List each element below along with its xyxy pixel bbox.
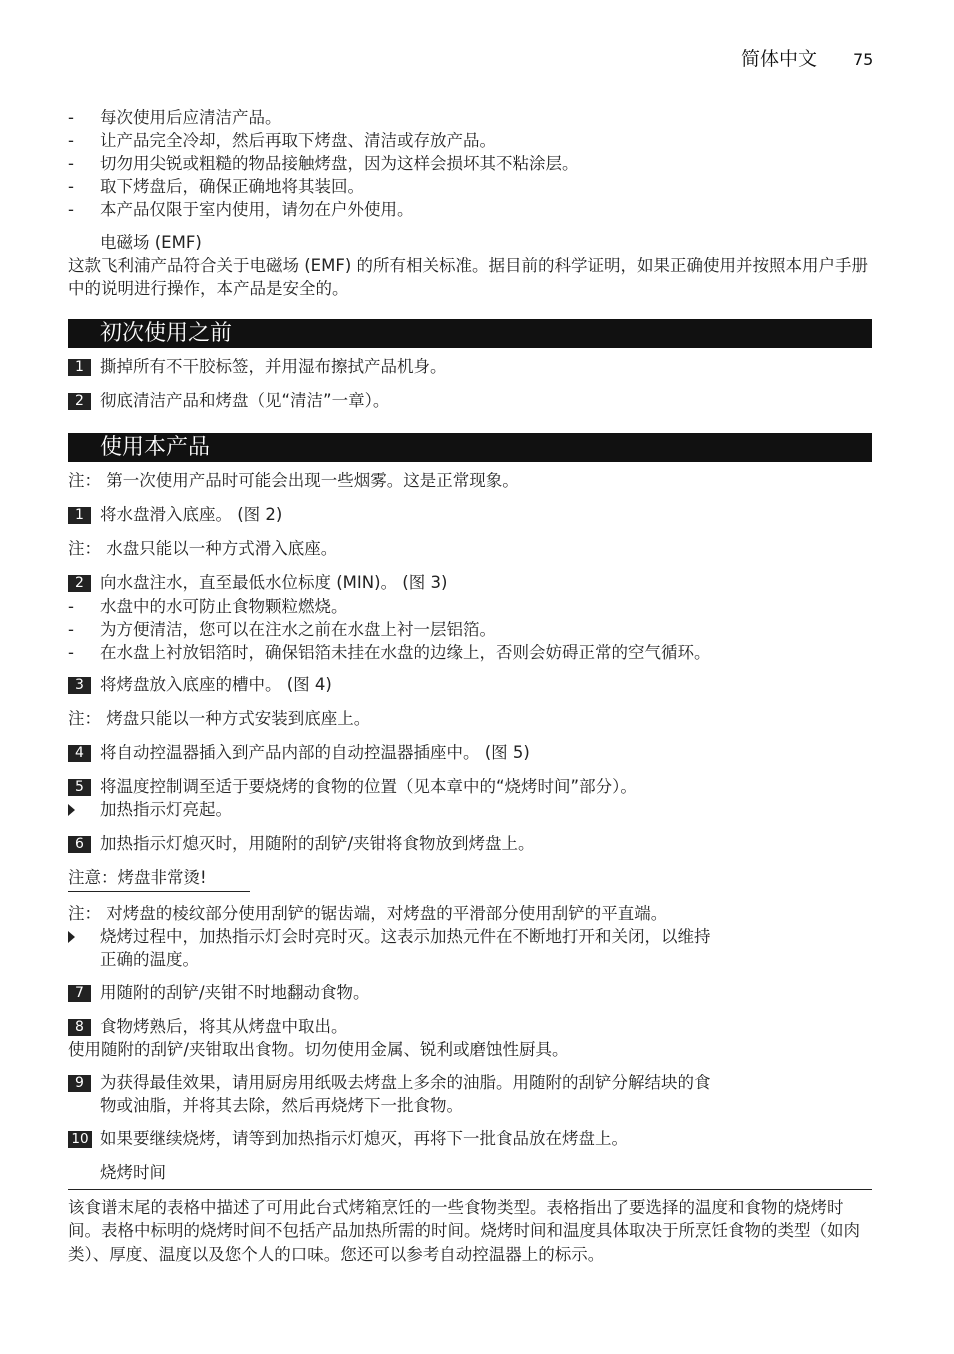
emf-heading: 电磁场 (EMF): [100, 233, 202, 252]
step-text: 将温度控制调至适于要烧烤的食物的位置（见本章中的“烧烤时间”部分）。: [100, 777, 637, 796]
step-text: 将自动控温器插入到产品内部的自动控温器插座中。 (图 5): [100, 743, 530, 762]
section-title: 初次使用之前: [100, 321, 233, 346]
section-bar-using-appliance: [68, 433, 872, 462]
list-item: 切勿用尖锐或粗糙的物品接触烤盘，因为这样会损坏其不粘涂层。: [100, 154, 579, 173]
step-text: 加热指示灯熄灭时，用随附的刮铲/夹钳将食物放到烤盘上。: [100, 834, 535, 853]
step-number-badge: 1: [68, 359, 91, 376]
step-number-badge: 7: [68, 985, 91, 1002]
note-text: 注： 烤盘只能以一种方式安装到底座上。: [68, 709, 371, 728]
note-text: 注： 对烤盘的棱纹部分使用刮铲的锯齿端，对烤盘的平滑部分使用刮铲的平直端。: [68, 904, 668, 923]
note-text: 注： 第一次使用产品时可能会出现一些烟雾。这是正常现象。: [68, 471, 519, 490]
result-arrow-icon: [68, 804, 75, 816]
list-item: 水盘中的水可防止食物颗粒燃烧。: [100, 597, 348, 616]
header-language: 简体中文: [741, 48, 818, 70]
step-text: 食物烤熟后，将其从烤盘中取出。: [100, 1017, 348, 1036]
list-item: 为方便清洁，您可以在注水之前在水盘上衬一层铝箔。: [100, 620, 496, 639]
result-arrow-icon: [68, 931, 75, 943]
step-number-badge: 4: [68, 745, 91, 762]
grill-times-heading: 烧烤时间: [100, 1163, 166, 1182]
step-paragraph: 使用随附的刮铲/夹钳取出食物。切勿使用金属、锐利或磨蚀性厨具。: [68, 1040, 569, 1059]
bullet-dash: -: [68, 597, 74, 616]
page-number: 75: [853, 50, 874, 69]
list-item: 每次使用后应清洁产品。: [100, 108, 282, 127]
bullet-dash: -: [68, 177, 74, 196]
bullet-dash: -: [68, 131, 74, 150]
step-text: 为获得最佳效果，请用厨房用纸吸去烤盘上多余的油脂。用随附的刮铲分解结块的食: [100, 1073, 711, 1092]
list-item: 让产品完全冷却，然后再取下烤盘、清洁或存放产品。: [100, 131, 496, 150]
result-text: 正确的温度。: [100, 950, 199, 969]
step-text: 撕掉所有不干胶标签，并用湿布擦拭产品机身。: [100, 357, 447, 376]
list-item: 取下烤盘后，确保正确地将其装回。: [100, 177, 364, 196]
list-item: 在水盘上衬放铝箔时，确保铝箔未挂在水盘的边缘上，否则会妨碍正常的空气循环。: [100, 643, 711, 662]
step-number-badge: 8: [68, 1019, 91, 1036]
list-item: 本产品仅限于室内使用，请勿在户外使用。: [100, 200, 414, 219]
result-text: 加热指示灯亮起。: [100, 800, 232, 819]
result-text: 烧烤过程中，加热指示灯会时亮时灭。这表示加热元件在不断地打开和关闭，以维持: [100, 927, 711, 946]
caution-underline: [68, 891, 250, 892]
bullet-dash: -: [68, 200, 74, 219]
step-number-badge: 6: [68, 836, 91, 853]
note-text: 注： 水盘只能以一种方式滑入底座。: [68, 539, 338, 558]
bullet-dash: -: [68, 620, 74, 639]
bullet-dash: -: [68, 643, 74, 662]
step-text: 物或油脂，并将其去除，然后再烧烤下一批食物。: [100, 1096, 463, 1115]
heading-rule: [68, 1189, 872, 1190]
section-title: 使用本产品: [100, 435, 211, 460]
step-number-badge: 9: [68, 1075, 91, 1092]
step-number-badge: 1: [68, 507, 91, 524]
step-number-badge: 2: [68, 575, 91, 592]
step-text: 用随附的刮铲/夹钳不时地翻动食物。: [100, 983, 370, 1002]
bullet-dash: -: [68, 108, 74, 127]
step-text: 将水盘滑入底座。 (图 2): [100, 505, 283, 524]
step-text: 将烤盘放入底座的槽中。 (图 4): [100, 675, 332, 694]
step-number-badge: 2: [68, 393, 91, 410]
step-text: 向水盘注水，直至最低水位标度 (MIN)。 (图 3): [100, 573, 448, 592]
step-text: 如果要继续烧烤，请等到加热指示灯熄灭，再将下一批食品放在烤盘上。: [100, 1129, 628, 1148]
caution-text: 注意：烤盘非常烫!: [68, 868, 207, 887]
section-bar-before-first-use: [68, 319, 872, 348]
step-number-badge: 3: [68, 677, 91, 694]
step-text: 彻底清洁产品和烤盘（见“清洁”一章）。: [100, 391, 390, 410]
grill-times-paragraph: 该食谱末尾的表格中描述了可用此台式烤箱烹饪的一些食物类型。表格指出了要选择的温度和食物的烧烤时间。表格中标明的烧烤时间不包括产品加热所需的时间。烧烤时间和温度具体取决于所烹饪食物的类型（如肉类）、厚度、温度以及您个人的口味。您还可以参考自动控温器上的标示。: [68, 1198, 860, 1264]
step-number-badge: 10: [68, 1131, 92, 1148]
emf-paragraph: 这款飞利浦产品符合关于电磁场 (EMF) 的所有相关标准。据目前的科学证明，如果正确使用并按照本用户手册中的说明进行操作，本产品是安全的。: [68, 256, 869, 299]
step-number-badge: 5: [68, 779, 91, 796]
bullet-dash: -: [68, 154, 74, 173]
